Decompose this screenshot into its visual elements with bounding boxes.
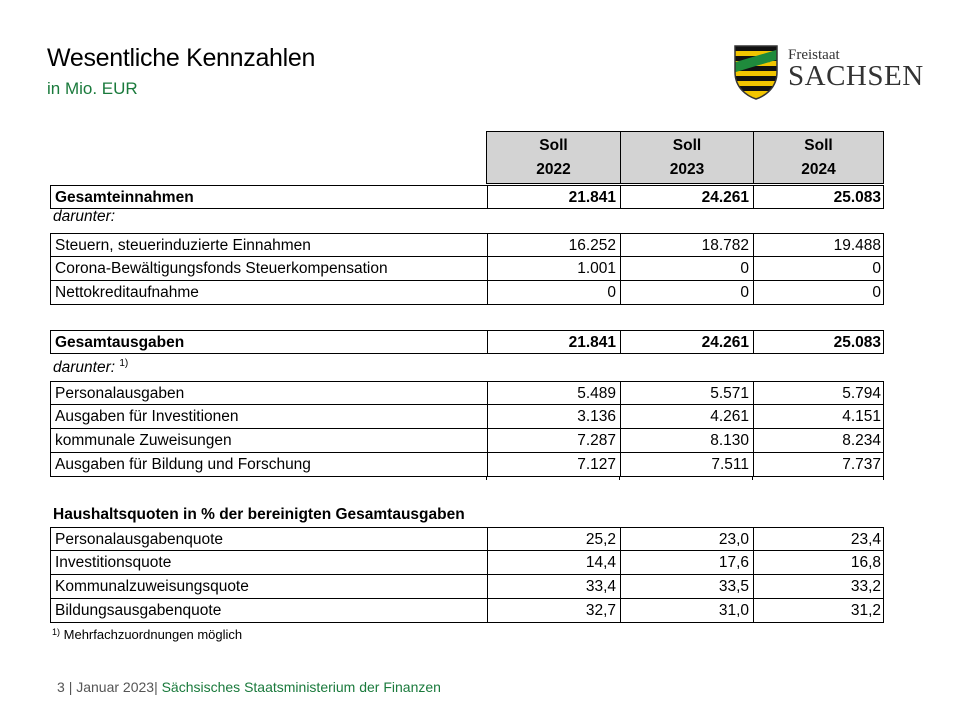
coat-of-arms-icon [733,44,779,100]
table-row: Personalausgaben 5.489 5.571 5.794 [50,381,884,405]
table-row: Corona-Bewältigungsfonds Steuerkompensation 1.001 0 0 [50,257,884,281]
footer-date: Januar 2023 [76,679,155,695]
table-row: Investitionsquote 14,4 17,6 16,8 [50,551,884,575]
darunter-label: darunter: [53,208,116,225]
table-row: Steuern, steuerinduzierte Einnahmen 16.252 18.782 19.488 [50,233,884,257]
footer-ministry: Sächsisches Staatsministerium der Finanzen [161,679,441,695]
table-row: Personalausgabenquote 25,2 23,0 23,4 [50,527,884,551]
logo-sachsen: SACHSEN [788,60,924,92]
page-footer [57,679,441,695]
table-row: Ausgaben für Investitionen 3.136 4.261 4.151 [50,405,884,429]
page-title: Wesentliche Kennzahlen [47,44,316,72]
column-2022: Soll 2022 [536,137,571,178]
table-row: Ausgaben für Bildung und Forschung 7.127 7.511 7.737 [50,453,884,477]
footnote-marker: 1) [119,358,129,369]
row-separator [50,477,884,480]
column-2024: Soll 2024 [753,132,883,183]
footnote: $^{1)}$ Mehrfachzuordnungen möglich [52,627,243,642]
footer-separator: | [68,679,73,695]
logo-freistaat: Freistaat [788,47,840,63]
darunter-label: darunter: $^{1)}$ [53,358,129,376]
page-subtitle: in Mio. EUR [47,79,138,98]
table-row-gesamtausgaben: Gesamtausgaben 21.841 24.261 25.083 [50,330,884,354]
table-row: Bildungsausgabenquote 32,7 31,0 31,2 [50,599,884,623]
table-row-gesamteinnahmen: Gesamteinnahmen 21.841 24.261 25.083 [50,185,884,209]
table-row: Kommunalzuweisungsquote 33,4 33,5 33,2 [50,575,884,599]
footer-separator: | [154,679,158,695]
column-header [486,131,884,184]
table-row: Nettokreditaufnahme 0 0 0 [50,281,884,305]
quoten-heading: Haushaltsquoten in % der bereinigten Gesamtausgaben [53,506,465,523]
freistaat-sachsen-logo [733,44,923,102]
column-2023: Soll 2023 [620,132,753,183]
page-number: 3 [57,679,65,695]
table-row: kommunale Zuweisungen 7.287 8.130 8.234 [50,429,884,453]
